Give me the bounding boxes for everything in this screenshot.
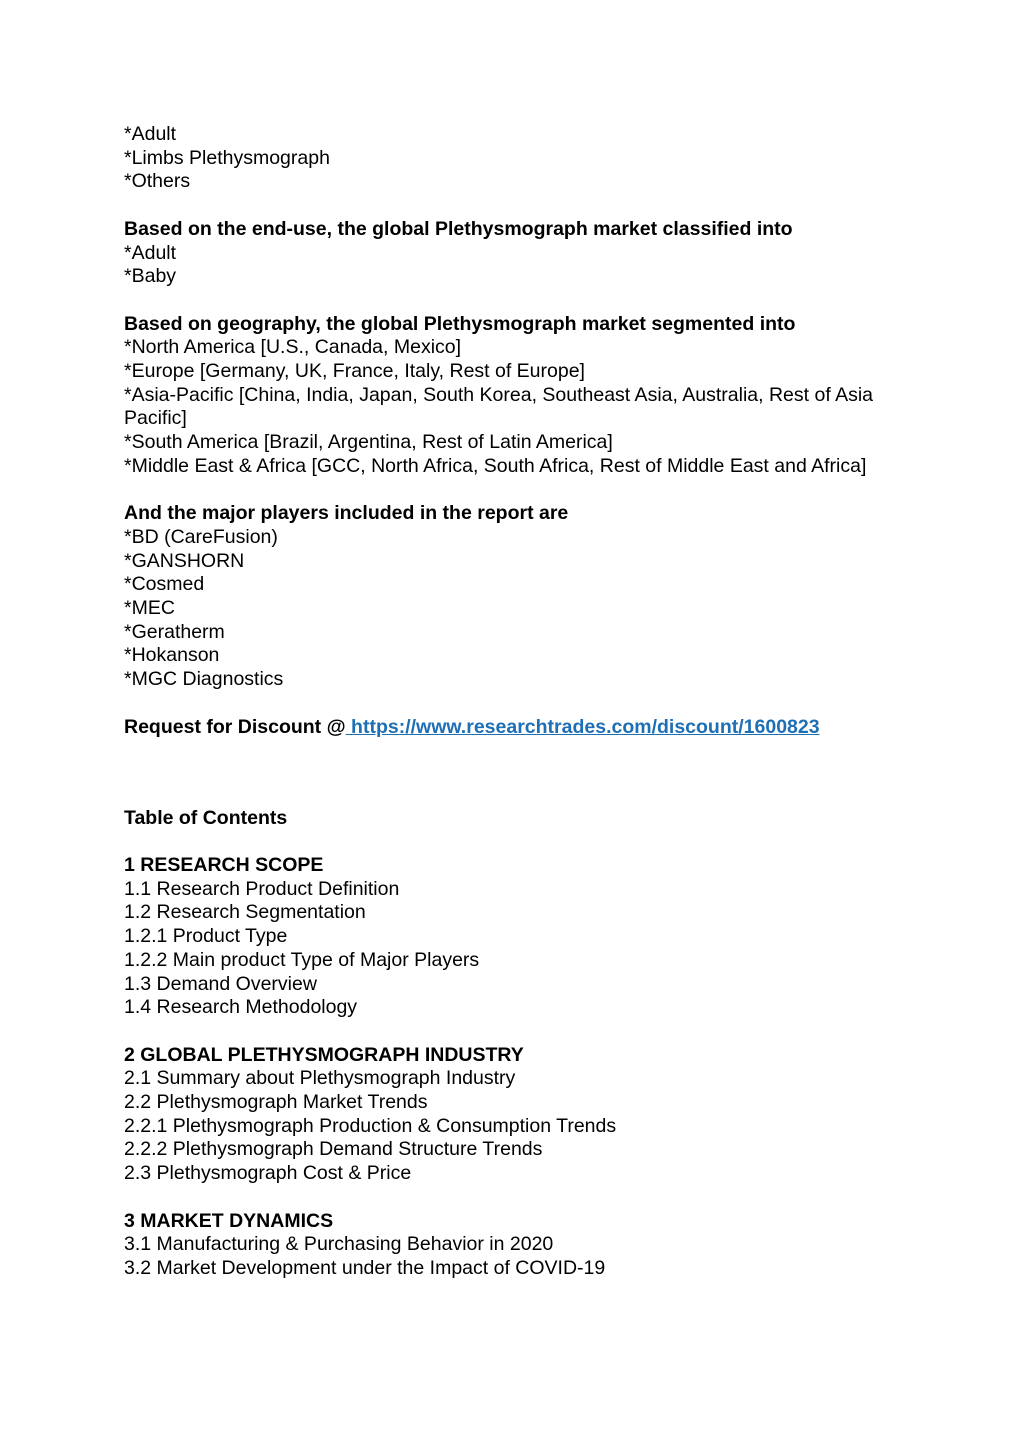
list-item: *Asia-Pacific [China, India, Japan, South Korea, Southeast Asia, Australia, Rest of Asia Pacific] (124, 383, 874, 430)
list-item: *MGC Diagnostics (124, 668, 284, 691)
toc-section (124, 854, 904, 1020)
list-item: *GANSHORN (124, 549, 245, 572)
toc-title: Table of Contents (124, 806, 288, 829)
section-heading: And the major players included in the report are (124, 502, 569, 525)
list-item: *North America [U.S., Canada, Mexico] (124, 336, 462, 359)
players-section (124, 502, 904, 692)
geography-section (124, 313, 904, 479)
toc-item: 1.4 Research Methodology (124, 996, 358, 1019)
discount-label: Request for Discount @ (124, 715, 346, 738)
toc-section-heading: 2 GLOBAL PLETHYSMOGRAPH INDUSTRY (124, 1043, 524, 1066)
toc-item: 1.3 Demand Overview (124, 972, 317, 995)
toc-item: 2.2.2 Plethysmograph Demand Structure Trends (124, 1138, 543, 1161)
list-item: *Hokanson (124, 644, 220, 667)
toc-item: 1.1 Research Product Definition (124, 877, 400, 900)
toc-item: 2.2.1 Plethysmograph Production & Consumption Trends (124, 1114, 617, 1137)
list-item: *Baby (124, 265, 177, 288)
discount-line (124, 716, 904, 740)
toc-item: 2.1 Summary about Plethysmograph Industry (124, 1067, 516, 1090)
list-item: *MEC (124, 597, 175, 620)
toc-section-heading: 3 MARKET DYNAMICS (124, 1209, 334, 1232)
product-type-list (124, 123, 904, 194)
list-item: *Europe [Germany, UK, France, Italy, Rest of Europe] (124, 360, 585, 382)
toc-item: 1.2.1 Product Type (124, 925, 288, 948)
section-heading: Based on the end-use, the global Plethysmograph market classified into (124, 217, 793, 240)
toc-item: 3.2 Market Development under the Impact of COVID-19 (124, 1256, 606, 1279)
discount-link[interactable]: https://www.researchtrades.com/discount/1600823 (345, 715, 820, 738)
list-item: *South America [Brazil, Argentina, Rest of Latin America] (124, 431, 613, 454)
list-item: *BD (CareFusion) (124, 525, 278, 548)
list-item: *Adult (124, 241, 177, 264)
toc-section (124, 1044, 904, 1186)
list-item: *Middle East & Africa [GCC, North Africa, South Africa, Rest of Middle East and Africa] (124, 454, 867, 477)
table-of-contents (124, 807, 904, 1281)
list-item: *Geratherm (124, 620, 225, 643)
toc-item: 2.3 Plethysmograph Cost & Price (124, 1162, 412, 1185)
toc-section (124, 1210, 904, 1281)
end-use-section (124, 218, 904, 289)
list-item: *Others (124, 170, 191, 193)
toc-item: 2.2 Plethysmograph Market Trends (124, 1091, 428, 1114)
toc-item: 1.2 Research Segmentation (124, 901, 366, 924)
list-item: *Adult (124, 123, 177, 145)
toc-section-heading: 1 RESEARCH SCOPE (124, 854, 324, 876)
toc-item: 1.2.2 Main product Type of Major Players (124, 948, 480, 971)
list-item: *Cosmed (124, 573, 205, 596)
toc-item: 3.1 Manufacturing & Purchasing Behavior in 2020 (124, 1233, 554, 1256)
document-page (124, 123, 904, 1281)
section-heading: Based on geography, the global Plethysmograph market segmented into (124, 312, 796, 335)
list-item: *Limbs Plethysmograph (124, 146, 330, 169)
